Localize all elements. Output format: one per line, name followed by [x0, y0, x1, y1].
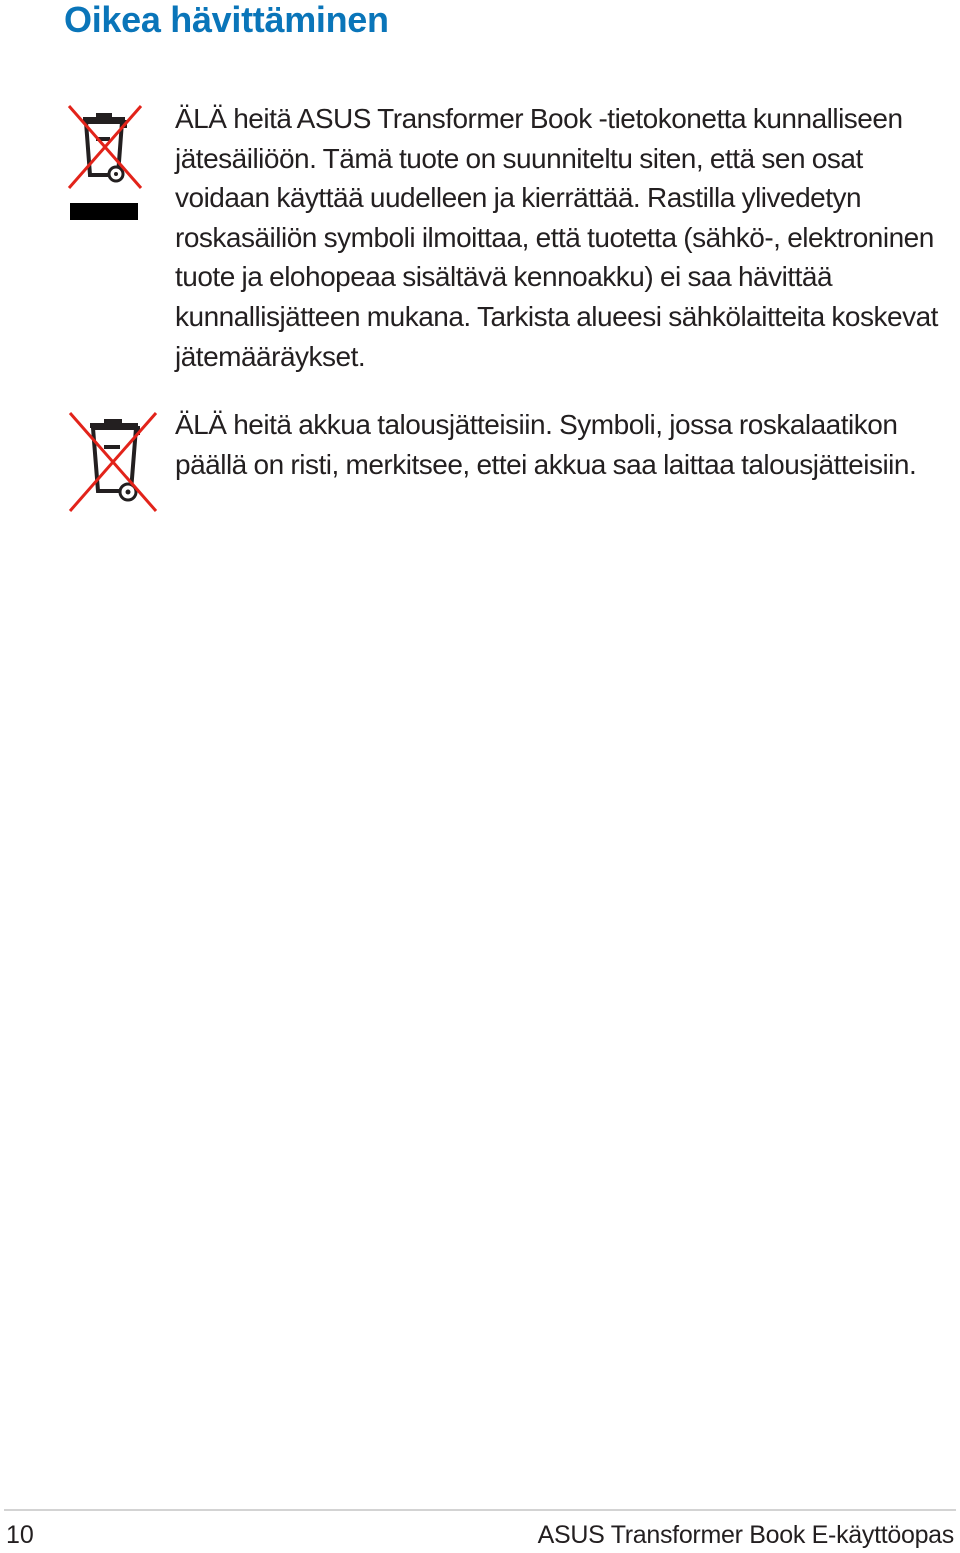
crossed-out-wheelie-bin-with-bar-icon	[66, 103, 146, 223]
disposal-paragraph-battery: ÄLÄ heitä akkua talousjätteisiin. Symboli, jossa roskalaatikon päällä on risti, merkitsee, ettei akkua saa laittaa talousjätteisiin.	[175, 409, 917, 480]
disposal-paragraph-device: ÄLÄ heitä ASUS Transformer Book -tietokonetta kunnalliseen jätesäiliöön. Tämä tuote on suunniteltu siten, että sen osat voidaan käyttää uudelleen ja kierrättää. Rastilla ylivedetyn roskasäiliön symboli ilmoittaa, että tuotetta (sähkö-, elektroninen tuote ja elohopeaa sisältävä kennoakku) ei saa hävittää kunnallisjätteen mukana. Tarkista alueesi sähkölaitteita koskevat jätemääräykset.	[175, 103, 938, 372]
crossed-out-wheelie-bin-icon	[66, 409, 161, 517]
page-number: 10	[6, 1521, 34, 1549]
footer-document-title: ASUS Transformer Book E-käyttöopas	[537, 1521, 954, 1549]
page-title: Oikea hävittäminen	[64, 0, 389, 40]
footer-divider	[4, 1509, 956, 1511]
